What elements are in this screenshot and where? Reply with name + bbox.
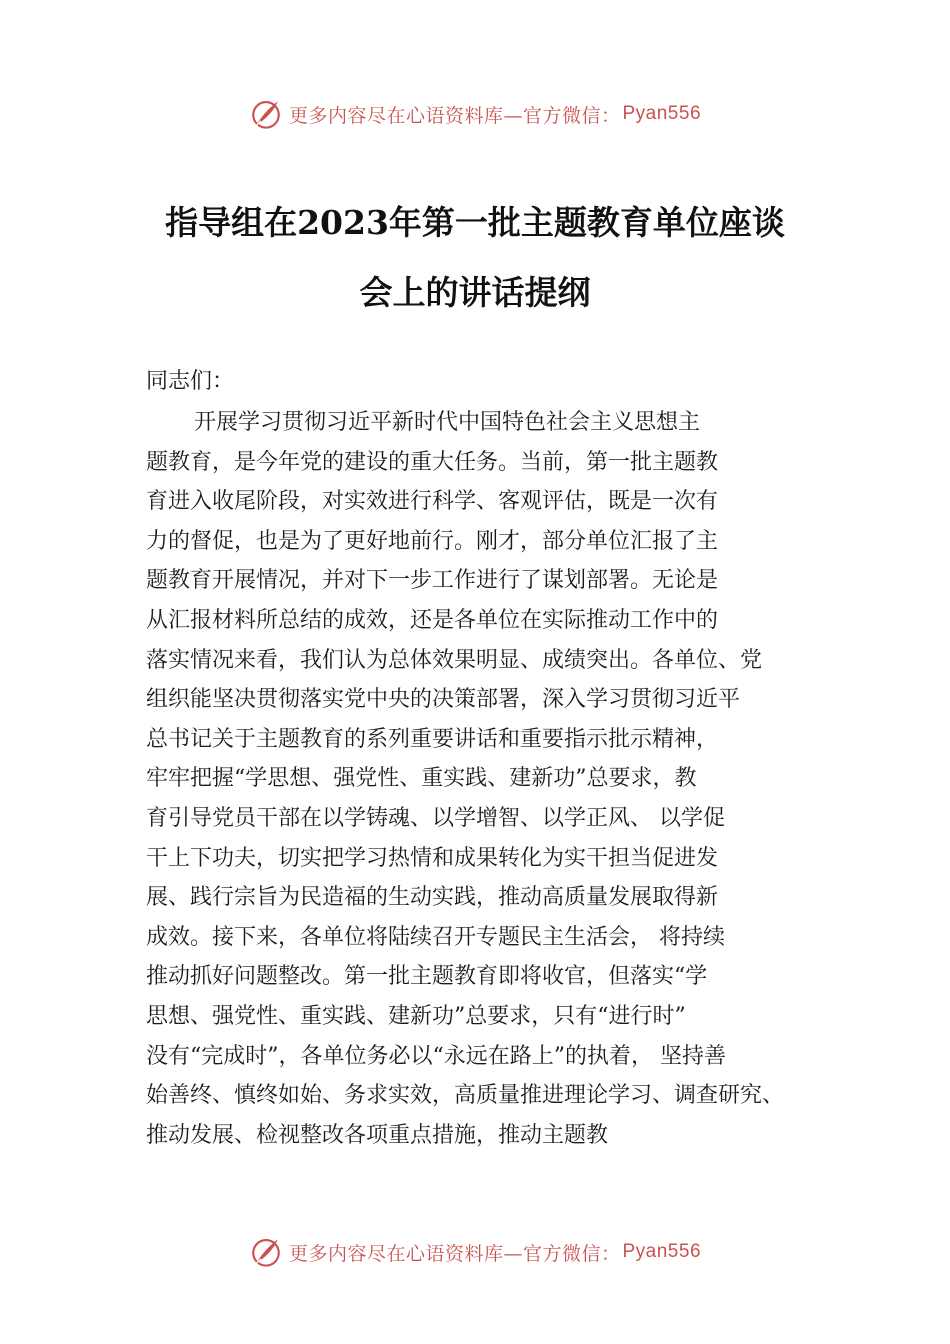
paragraph-line: 牢牢把握“学思想、强党性、重实践、建新功”总要求，教 <box>146 766 697 792</box>
paragraph-line: 力的督促，也是为了更好地前行。刚才，部分单位汇报了主 <box>146 528 719 554</box>
document-title <box>100 188 850 328</box>
paragraph-line: 推动发展、检视整改各项重点措施，推动主题教 <box>146 1122 609 1148</box>
paragraph-line: 没有“完成时”，各单位务必以“永远在路上”的执着， 坚持善 <box>146 1043 726 1069</box>
paragraph-line: 育引导党员干部在以学铸魂、以学增智、以学正风、 以学促 <box>146 805 725 831</box>
banner-wechat-id: Pyan556 <box>622 1241 702 1262</box>
paragraph-line: 思想、强党性、重实践、建新功”总要求，只有“进行时” <box>146 1003 686 1029</box>
banner-text: 更多内容尽在心语资料库—官方微信： <box>288 104 621 127</box>
paragraph-line: 展、践行宗旨为民造福的生动实践，推动高质量发展取得新 <box>146 885 719 911</box>
banner-wechat-id: Pyan556 <box>622 103 702 124</box>
footer-banner <box>0 1232 950 1272</box>
body-paragraph <box>146 403 836 1155</box>
paragraph-line: 干上下功夫，切实把学习热情和成果转化为实干担当促进发 <box>146 845 719 871</box>
paragraph-line: 始善终、慎终如始、务求实效，高质量推进理论学习、调查研究、 <box>146 1083 785 1109</box>
title-line: 指导组在2023年第一批主题教育单位座谈 <box>165 203 785 242</box>
paragraph-line: 开展学习贯彻习近平新时代中国特色社会主义思想主 <box>194 410 701 435</box>
paragraph-line: 题教育开展情况，并对下一步工作进行了谋划部署。无论是 <box>146 568 719 594</box>
paragraph-line: 总书记关于主题教育的系列重要讲话和重要指示批示精神， <box>146 726 719 752</box>
paragraph-line: 推动抓好问题整改。第一批主题教育即将收官，但落实“学 <box>146 964 708 990</box>
paragraph-line: 题教育，是今年党的建设的重大任务。当前，第一批主题教 <box>146 449 719 475</box>
paragraph-line: 成效。接下来，各单位将陆续召开专题民主生活会， 将持续 <box>146 924 725 950</box>
banner-text: 更多内容尽在心语资料库—官方微信： <box>288 1242 621 1265</box>
salutation: 同志们： <box>146 369 235 394</box>
paragraph-line: 落实情况来看，我们认为总体效果明显、成绩突出。各单位、党 <box>146 647 763 673</box>
paragraph-line: 从汇报材料所总结的成效，还是各单位在实际推动工作中的 <box>146 607 719 633</box>
paragraph-line: 育进入收尾阶段，对实效进行科学、客观评估，既是一次有 <box>146 489 719 515</box>
quill-logo-icon <box>249 1235 283 1269</box>
quill-logo-icon <box>249 97 283 131</box>
paragraph-line: 组织能坚决贯彻落实党中央的决策部署，深入学习贯彻习近平 <box>146 687 741 713</box>
header-banner <box>0 94 950 134</box>
title-line: 会上的讲话提纲 <box>359 273 591 312</box>
